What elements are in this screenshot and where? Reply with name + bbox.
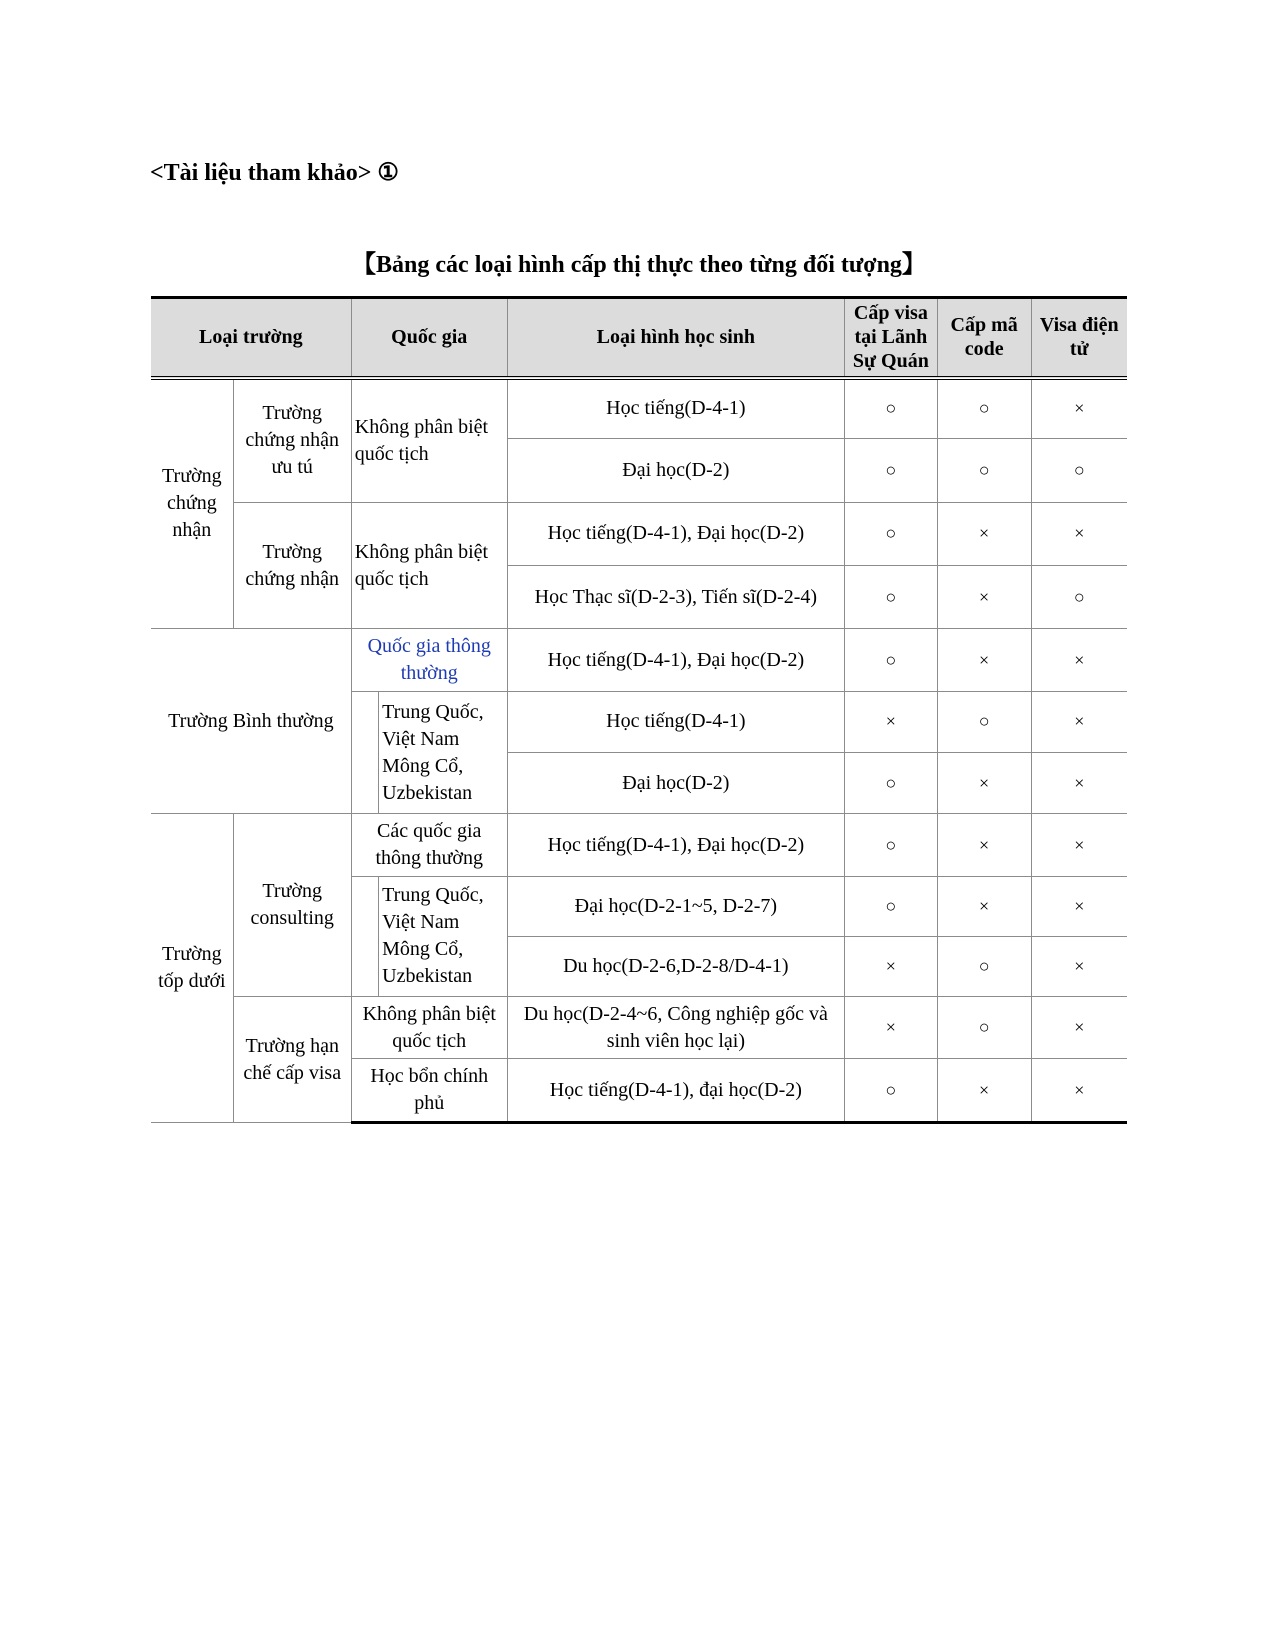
student-type-cell: Đại học(D-2): [507, 753, 844, 814]
student-type-cell: Học tiếng(D-4-1), Đại học(D-2): [507, 814, 844, 876]
consulate-mark: ○: [844, 378, 937, 439]
consulate-mark: ○: [844, 566, 937, 629]
visa-type-table: [151, 296, 1127, 1124]
consulate-mark: ○: [844, 876, 937, 936]
code-mark: ×: [937, 876, 1031, 936]
student-type-cell: Học tiếng(D-4-1): [507, 691, 844, 752]
header-code-issue: Cấp mã code: [937, 298, 1031, 378]
evisa-mark: ×: [1031, 936, 1127, 996]
student-type-cell: Du học(D-2-4~6, Công nghiệp gốc và sinh viên học lại): [507, 997, 844, 1059]
code-mark: ×: [937, 753, 1031, 814]
evisa-mark: ×: [1031, 691, 1127, 752]
evisa-mark: ×: [1031, 1059, 1127, 1123]
group-certified-sub: Trường chứng nhận: [233, 502, 351, 629]
group-lower: Trường tốp dưới: [151, 814, 233, 1123]
student-type-cell: Học tiếng(D-4-1), Đại học(D-2): [507, 629, 844, 691]
evisa-mark: ×: [1031, 502, 1127, 565]
country-no-distinction: Không phân biệt quốc tịch: [351, 997, 507, 1059]
code-mark: ×: [937, 629, 1031, 691]
evisa-mark: ○: [1031, 566, 1127, 629]
group-certified-excellent: Trường chứng nhận ưu tú: [233, 378, 351, 503]
student-type-cell: Đại học(D-2-1~5, D-2-7): [507, 876, 844, 936]
consulate-mark: ○: [844, 439, 937, 502]
student-type-cell: Học tiếng(D-4-1), đại học(D-2): [507, 1059, 844, 1123]
consulate-mark: ○: [844, 502, 937, 565]
country-no-distinction: Không phân biệt quốc tịch: [351, 502, 507, 629]
code-mark: ○: [937, 439, 1031, 502]
consulate-mark: ×: [844, 936, 937, 996]
student-type-cell: Đại học(D-2): [507, 439, 844, 502]
consulate-mark: ×: [844, 691, 937, 752]
table-row: [151, 997, 1127, 1059]
code-mark: ○: [937, 997, 1031, 1059]
consulate-mark: ×: [844, 997, 937, 1059]
evisa-mark: ○: [1031, 439, 1127, 502]
table-row: [151, 502, 1127, 565]
table-row: [151, 814, 1127, 876]
indent-spacer: [351, 876, 378, 996]
code-mark: ○: [937, 378, 1031, 439]
header-school-type: Loại trường: [151, 298, 351, 378]
evisa-mark: ×: [1031, 753, 1127, 814]
student-type-cell: Học tiếng(D-4-1), Đại học(D-2): [507, 502, 844, 565]
table-title: 【Bảng các loại hình cấp thị thực theo từng đối tượng】: [352, 252, 926, 278]
country-no-distinction: Không phân biệt quốc tịch: [351, 378, 507, 503]
table-row: [151, 378, 1127, 439]
code-mark: ×: [937, 814, 1031, 876]
code-mark: ○: [937, 691, 1031, 752]
country-common: Các quốc gia thông thường: [351, 814, 507, 876]
group-certified: Trường chứng nhận: [151, 378, 233, 629]
country-special: Trung Quốc, Việt Nam Mông Cổ, Uzbekistan: [379, 876, 508, 996]
evisa-mark: ×: [1031, 997, 1127, 1059]
consulate-mark: ○: [844, 629, 937, 691]
code-mark: ×: [937, 1059, 1031, 1123]
group-normal: Trường Bình thường: [151, 629, 351, 814]
table-row: [151, 629, 1127, 691]
country-gov-scholarship: Học bổn chính phủ: [351, 1059, 507, 1123]
student-type-cell: Du học(D-2-6,D-2-8/D-4-1): [507, 936, 844, 996]
code-mark: ○: [937, 936, 1031, 996]
header-consulate-visa: Cấp visa tại Lãnh Sự Quán: [844, 298, 937, 378]
consulate-mark: ○: [844, 753, 937, 814]
header-student-type: Loại hình học sinh: [507, 298, 844, 378]
evisa-mark: ×: [1031, 814, 1127, 876]
code-mark: ×: [937, 502, 1031, 565]
header-e-visa: Visa điện tử: [1031, 298, 1127, 378]
student-type-cell: Học tiếng(D-4-1): [507, 378, 844, 439]
group-visa-limited: Trường hạn chế cấp visa: [233, 997, 351, 1123]
consulate-mark: ○: [844, 814, 937, 876]
evisa-mark: ×: [1031, 629, 1127, 691]
evisa-mark: ×: [1031, 876, 1127, 936]
student-type-cell: Học Thạc sĩ(D-2-3), Tiến sĩ(D-2-4): [507, 566, 844, 629]
consulate-mark: ○: [844, 1059, 937, 1123]
country-special: Trung Quốc, Việt Nam Mông Cổ, Uzbekistan: [379, 691, 508, 814]
evisa-mark: ×: [1031, 378, 1127, 439]
code-mark: ×: [937, 566, 1031, 629]
header-country: Quốc gia: [351, 298, 507, 378]
group-consulting: Trường consulting: [233, 814, 351, 997]
reference-title: <Tài liệu tham khảo> ①: [150, 160, 399, 186]
country-normal: Quốc gia thông thường: [351, 629, 507, 691]
indent-spacer: [351, 691, 378, 814]
